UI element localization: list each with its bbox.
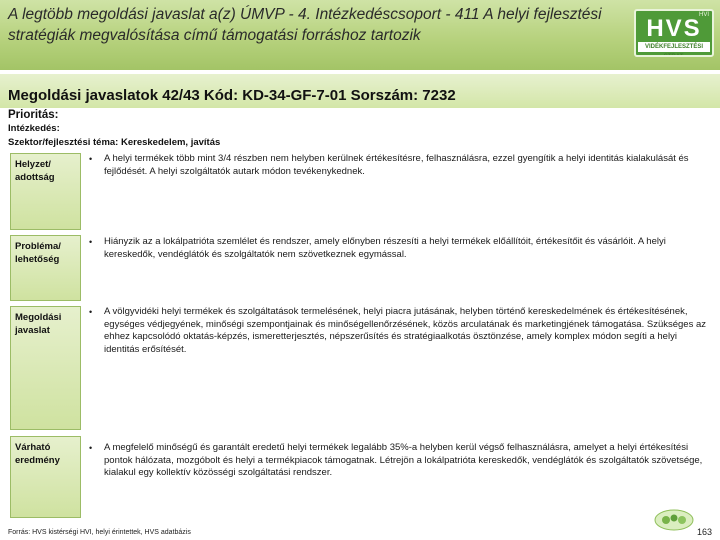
logo-corner-text: HVI bbox=[698, 12, 709, 18]
footer-logo-icon bbox=[653, 507, 695, 533]
row-label-situation: Helyzet/ adottság bbox=[10, 153, 81, 230]
hvs-logo bbox=[634, 9, 714, 57]
row-label-problem: Probléma/ lehetőség bbox=[10, 235, 81, 301]
priority-label: Prioritás: bbox=[8, 109, 59, 121]
bullet-icon: • bbox=[89, 443, 93, 453]
logo-sub-text: VIDÉKFEJLESZTÉSI STRAT. bbox=[638, 42, 710, 52]
row-text-solution bbox=[89, 306, 707, 356]
sector-label: Szektor/fejlesztési téma: Kereskedelem, javítás bbox=[8, 137, 221, 148]
row-text-body: A megfelelő minőségű és garantált eredetű helyi termékek legalább 35%-a helyben kerül végső felhasználásra, amelyet a helyi értékesítési pontok hálózata, mozgóbolt és helyi a termékpiacok támogatnak. Létrejön a lokálpatrióta kereskedők, vendéglátók és szolgáltatók szövetsége, kialakul egy kollektív közösségi szolgáltatási rendszer. bbox=[104, 442, 703, 479]
bullet-icon: • bbox=[89, 307, 93, 317]
row-text-expected-result bbox=[89, 442, 707, 480]
page-number: 163 bbox=[696, 527, 712, 537]
logo-main-text: HVS bbox=[646, 15, 702, 42]
header-banner bbox=[0, 0, 720, 70]
bullet-icon: • bbox=[89, 154, 93, 164]
row-label-expected-result: Várható eredmény bbox=[10, 436, 81, 518]
row-label-solution: Megoldási javaslat bbox=[10, 306, 81, 430]
source-note: Forrás: HVS kistérségi HVI, helyi érintettek, HVS adatbázis bbox=[8, 529, 191, 536]
action-label: Intézkedés: bbox=[8, 123, 60, 134]
page-title: Megoldási javaslatok 42/43 Kód: KD-34-GF-7-01 Sorszám: 7232 bbox=[8, 87, 456, 104]
row-text-body: Hiányzik az a lokálpatrióta szemlélet és rendszer, amely előnyben részesíti a helyi termékek előállítóit, értékesítőit és vásárlóit. A helyi kereskedők, vendéglátók és szolgáltatók nem szövetkeznek egymással. bbox=[104, 236, 666, 260]
row-text-problem bbox=[89, 236, 707, 261]
row-text-body: A helyi termékek több mint 3/4 részben nem helyben kerülnek értékesítésre, felhasználásra, ezzel gyengítik a helyi identitás kialakulását és fejlődését. A helyi szolgáltatók autark módon tevékenykednek. bbox=[104, 153, 689, 177]
row-text-body: A völgyvidéki helyi termékek és szolgáltatások termelésének, helyi piacra jutásának, helyben történő kereskedelmének és értékesítésének, egységes védjegyének, minőségi szempontjainak és minőségellenőrzésének, közös arculatának és marketingjének támogatása. Szükséges az ehhez kapcsolódó oktatás-képzés, ismeretterjesztés, népszerűsítés és stratégiaalkotás ösztönzése, amely komplex módon segíti a helyi identitás erősítését. bbox=[104, 306, 707, 355]
row-text-situation bbox=[89, 153, 707, 178]
header-title: A legtöbb megoldási javaslat a(z) ÚMVP - 4. Intézkedéscsoport - 411 A helyi fejlesztési stratégiák megvalósítása című támogatási forráshoz tartozik bbox=[8, 6, 602, 44]
bullet-icon: • bbox=[89, 237, 93, 247]
